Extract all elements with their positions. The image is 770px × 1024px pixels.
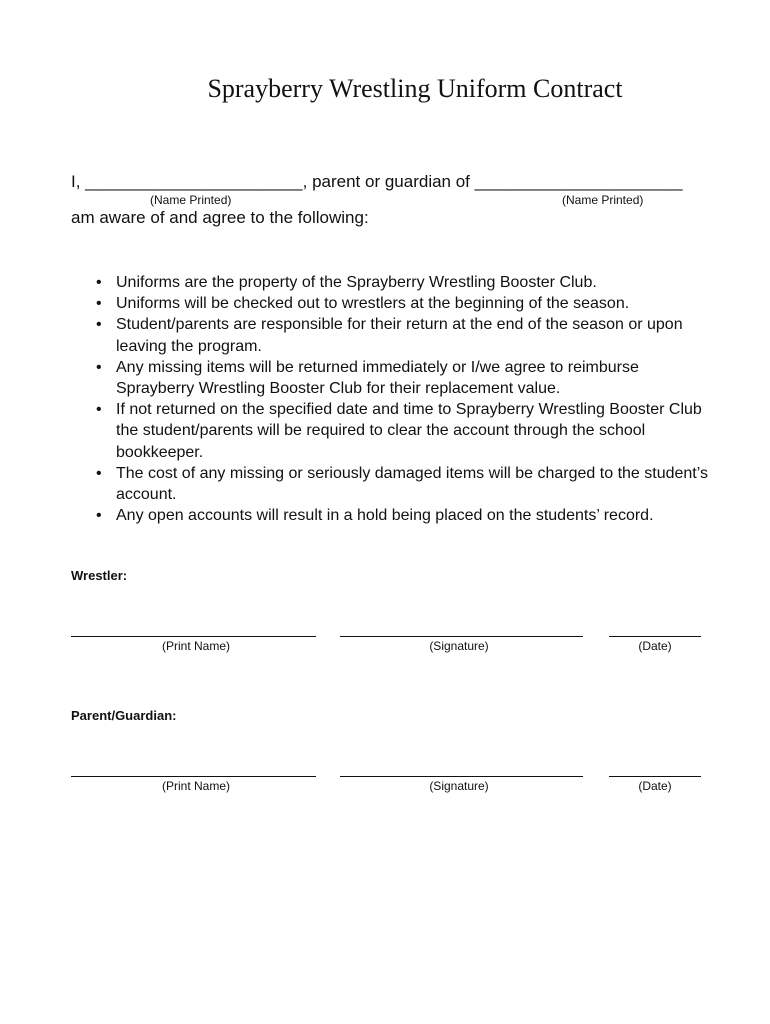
name-printed-caption-parent: (Name Printed): [150, 193, 232, 207]
term-item: [96, 357, 716, 399]
bullet-icon: •: [96, 401, 102, 419]
bullet-icon: •: [96, 507, 102, 525]
name-printed-caption-student: (Name Printed): [562, 193, 644, 207]
wrestler-signature-line[interactable]: [340, 636, 583, 637]
parent-date-line[interactable]: [609, 776, 701, 777]
term-text: Uniforms will be checked out to wrestlers at the beginning of the season.: [116, 295, 630, 313]
bullet-icon: •: [96, 316, 102, 334]
term-item: [96, 399, 716, 463]
term-text: Student/parents are responsible for their return at the end of the season or upon leaving the program.: [116, 316, 683, 355]
term-text: Any missing items will be returned immediately or I/we agree to reimburse Sprayberry Wrestling Booster Club for their replacement value.: [116, 358, 639, 398]
wrestler-signature-caption: (Signature): [429, 639, 489, 653]
parent-guardian-label: Parent/Guardian:: [71, 708, 177, 723]
wrestler-print-name-line[interactable]: [71, 636, 316, 637]
bullet-icon: •: [96, 295, 102, 313]
term-item: [96, 314, 716, 356]
wrestler-label: Wrestler:: [71, 568, 128, 583]
parent-print-name-line[interactable]: [71, 776, 316, 777]
term-item: [96, 272, 716, 293]
term-text: Uniforms are the property of the Sprayberry Wrestling Booster Club.: [116, 274, 597, 291]
agreement-intro: am aware of and agree to the following:: [71, 208, 369, 227]
parent-signature-line[interactable]: [340, 776, 583, 777]
intro-line: I, _______________________, parent or guardian of ______________________: [71, 172, 683, 191]
bullet-icon: •: [96, 358, 102, 376]
bullet-icon: •: [96, 464, 102, 482]
terms-list: [96, 272, 716, 526]
wrestler-date-caption: (Date): [638, 639, 672, 653]
parent-print-name-caption: (Print Name): [161, 779, 230, 793]
wrestler-date-line[interactable]: [609, 636, 701, 637]
term-text: The cost of any missing or seriously damaged items will be charged to the student’s account.: [116, 464, 708, 504]
parent-date-caption: (Date): [638, 779, 672, 793]
term-item: [96, 505, 716, 526]
term-text: If not returned on the specified date and time to Sprayberry Wrestling Booster Club the student/parents will be required to clear the account through the school bookkeeper.: [116, 401, 702, 461]
term-item: [96, 463, 716, 505]
bullet-icon: •: [96, 274, 102, 291]
term-item: [96, 293, 716, 314]
wrestler-print-name-caption: (Print Name): [161, 639, 230, 653]
document-title: Sprayberry Wrestling Uniform Contract: [207, 74, 623, 103]
term-text: Any open accounts will result in a hold being placed on the students’ record.: [116, 507, 654, 525]
parent-signature-caption: (Signature): [429, 779, 489, 793]
